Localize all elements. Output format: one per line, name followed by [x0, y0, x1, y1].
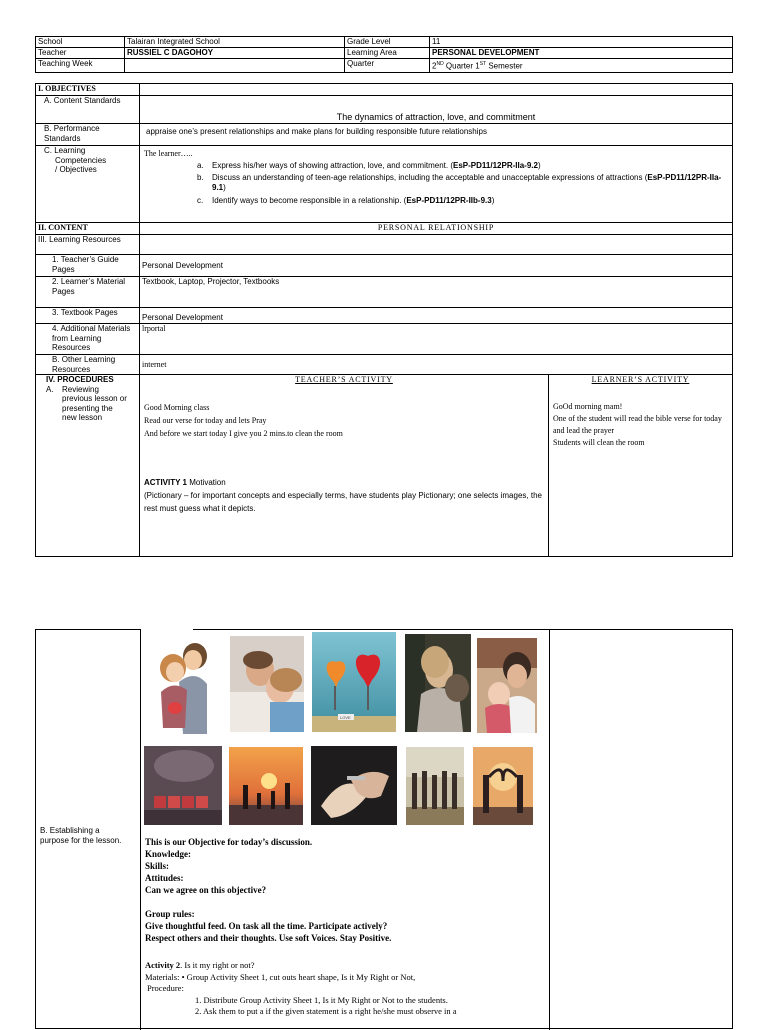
competency-item: b. Discuss an understanding of teen-age relationships, including the acceptable and unacceptable expressions of attractions (EsP-PD11/12PR-IIa-9.1): [197, 173, 722, 192]
activity1-text: (Pictionary – for important concepts and especially terms, have students play Pictionary; one selects images, the rest must guess what it depicts.: [144, 491, 542, 513]
couple-illustration: [153, 634, 211, 735]
lm-label: 2. Learner’s Material Pages: [36, 277, 140, 308]
page2-table: [35, 629, 733, 1029]
teacher-activity-cell: TEACHER’S ACTIVITY Good Morning class Read our verse for today and lets Pray And before we start today I give you 2 mins.to clean the room ACTIVITY 1 Motivation (Pictionary – for important concepts and especially terms, have students play Pictionary; one selects images, the rest must guess what it depicts.: [140, 375, 549, 557]
performance-label: B. Performance Standards: [36, 124, 140, 146]
school-value: Talairan Integrated School: [125, 37, 345, 48]
love-sign-text: LOVE: [340, 715, 351, 720]
objectives-heading: I. OBJECTIVES: [36, 84, 140, 96]
lm-value: Textbook, Laptop, Projector, Textbooks: [140, 277, 733, 308]
content-heading: II. CONTENT: [36, 223, 140, 235]
grade-value: 11: [430, 37, 733, 48]
week-value: [125, 59, 345, 73]
additional-value: lrportal: [140, 324, 733, 355]
resources-label: III. Learning Resources: [36, 235, 140, 255]
other-value: internet: [140, 355, 733, 375]
competency-list: [142, 161, 730, 206]
holding-hands-photo: [311, 746, 397, 825]
learner-activity-cell: LEARNER’S ACTIVITY GoOd morning mam! One of the student will read the bible verse for today and lead the prayer Students will clean the room: [549, 375, 733, 557]
embrace-photo: [405, 634, 471, 732]
procedures-heading: IV. PROCEDURES: [46, 375, 114, 384]
heart-hands-photo: [473, 747, 533, 825]
tb-value: Personal Development: [140, 308, 733, 324]
competencies-label: C. Learning Competencies / Objectives: [36, 146, 140, 223]
other-label: B. Other Learning Resources: [36, 355, 140, 375]
mother-child-photo: [477, 638, 537, 733]
family-beach-photo: [229, 747, 303, 825]
teacher-label: Teacher: [36, 48, 125, 59]
procedures-cell: IV. PROCEDURES A. Reviewing previous lesson or presenting the new lesson: [36, 375, 140, 557]
friends-photo: [406, 747, 464, 825]
objective-block: This is our Objective for today’s discussion. Knowledge: Skills: Attitudes: Can we agree on this objective? Group rules: Give thoughtful feed. On task all the time. Participate actively? Respect others and their thoughts. Use soft Voices. Stay Positive.: [145, 837, 392, 943]
quarter-label: Quarter: [345, 59, 430, 73]
performance-value: appraise one’s present relationships and make plans for building responsible future relationships: [140, 124, 733, 146]
teacher-activity-heading: TEACHER’S ACTIVITY: [295, 375, 393, 384]
couple-photo-1: [230, 636, 304, 732]
school-label: School: [36, 37, 125, 48]
activity2-block: Activity 2. Is it my right or not? Materials: • Group Activity Sheet 1, cut outs heart shape, Is it My Right or Not, Procedure: 1. Distribute Group Activity Sheet 1, Is it My Right or Not to the students. 2. Ask them to put a if the given statement is a right he/she must observe in a: [145, 960, 457, 1016]
tg-label: 1. Teacher’s Guide Pages: [36, 255, 140, 277]
content-standards-label: A. Content Standards: [36, 96, 140, 124]
additional-label: 4. Additional Materials from Learning Resources: [36, 324, 140, 355]
content-standards-value: The dynamics of attraction, love, and commitment: [140, 96, 733, 124]
learner-activity-heading: LEARNER’S ACTIVITY: [591, 375, 690, 384]
competency-item: a. Express his/her ways of showing attraction, love, and commitment. (EsP-PD11/12PR-IIa-9.2): [197, 161, 541, 170]
content-value: PERSONAL RELATIONSHIP: [140, 223, 733, 235]
establishing-purpose-label: B. Establishing a purpose for the lesson.: [40, 826, 122, 845]
quarter-value: 2ND Quarter 1ST Semester: [430, 59, 733, 73]
grade-label: Grade Level: [345, 37, 430, 48]
teacher-value: RUSSIEL C DAGOHOY: [125, 48, 345, 59]
reviewing-label: Reviewing previous lesson or presenting the new lesson: [62, 384, 127, 422]
tg-value: Personal Development: [140, 255, 733, 277]
header-table: [35, 36, 733, 73]
competencies-value: The learner….. a. Express his/her ways of showing attraction, love, and commitment. (EsP-PD11/12PR-IIa-9.2) b. Discuss an understanding of teen-age relationships, including the acceptable and unacceptable expressions of attractions (EsP-PD11/12PR-IIa-9.1) c. Identify ways to become responsible in a relationship. (EsP-PD11/12PR-IIb-9.3): [140, 146, 733, 223]
lesson-plan-table: [35, 83, 733, 557]
love-blocks-photo: [144, 746, 222, 825]
hearts-photo: [312, 632, 396, 732]
area-value: PERSONAL DEVELOPMENT: [430, 48, 733, 59]
tb-label: 3. Textbook Pages: [36, 308, 140, 324]
area-label: Learning Area: [345, 48, 430, 59]
competency-item: c. Identify ways to become responsible in a relationship. (EsP-PD11/12PR-IIb-9.3): [197, 196, 495, 205]
week-label: Teaching Week: [36, 59, 125, 73]
